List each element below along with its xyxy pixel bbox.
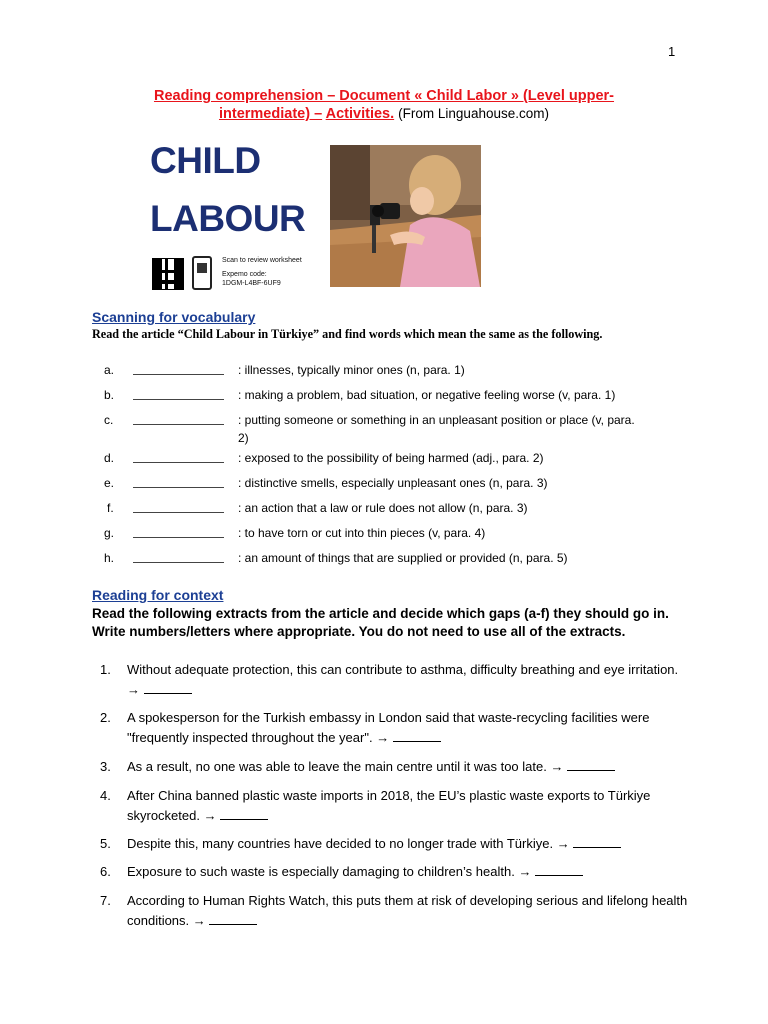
vocab-definition: : making a problem, bad situation, or negative feeling worse (v, para. 1) — [238, 388, 616, 402]
answer-blank[interactable] — [133, 562, 224, 563]
arrow-icon: → — [556, 836, 570, 851]
answer-gap[interactable] — [393, 729, 441, 742]
answer-gap[interactable] — [567, 758, 615, 771]
extract-line: Despite this, many countries have decided to no longer trade with Türkiye. — [127, 836, 554, 851]
extract-text — [127, 862, 695, 882]
answer-blank[interactable] — [133, 512, 224, 513]
extract-line: "frequently inspected throughout the year". — [127, 730, 373, 745]
extract-line: A spokesperson for the Turkish embassy in London said that waste-recycling facilities were — [127, 710, 650, 725]
answer-blank[interactable] — [133, 374, 224, 375]
vocab-letter: f. — [107, 501, 114, 515]
title-source: (From Linguahouse.com) — [398, 106, 549, 121]
qr-code-icon — [152, 258, 184, 290]
extract-text — [127, 891, 695, 931]
extract-line: According to Human Rights Watch, this puts them at risk of developing serious and lifelong health — [127, 893, 688, 908]
answer-blank[interactable] — [133, 537, 224, 538]
extract-text — [127, 834, 695, 854]
extract-text — [127, 660, 695, 700]
answer-blank[interactable] — [133, 487, 224, 488]
vocab-definition-line-2: 2) — [238, 431, 249, 445]
answer-blank[interactable] — [133, 424, 224, 425]
cover-word-child: CHILD — [150, 140, 261, 181]
answer-gap[interactable] — [144, 681, 192, 694]
extract-line: Exposure to such waste is especially damaging to children’s health. — [127, 864, 515, 879]
answer-gap[interactable] — [209, 912, 257, 925]
context-heading: Reading for context — [92, 587, 224, 603]
extract-number: 7. — [100, 893, 111, 908]
scan-text: Scan to review worksheet — [222, 257, 302, 264]
extract-line: After China banned plastic waste imports in 2018, the EU’s plastic waste exports to Türkiye — [127, 788, 651, 803]
title-line-1: Reading comprehension – Document « Child Labor » (Level upper- — [153, 88, 615, 104]
vocab-definition: : to have torn or cut into thin pieces (v, para. 4) — [238, 526, 486, 540]
extract-text — [127, 708, 695, 748]
answer-gap[interactable] — [573, 835, 621, 848]
title-line-2: intermediate) – — [218, 106, 323, 122]
vocab-letter: h. — [104, 551, 115, 565]
document-title — [0, 87, 768, 123]
vocab-instruction: Read the article “Child Labour in Türkiye” and find words which mean the same as the following. — [92, 327, 603, 341]
arrow-icon: → — [550, 759, 564, 774]
extract-number: 6. — [100, 864, 111, 879]
phone-scan-icon — [192, 256, 212, 290]
vocab-letter: e. — [104, 476, 115, 490]
arrow-icon: → — [518, 864, 532, 879]
extract-line: Without adequate protection, this can contribute to asthma, difficulty breathing and eye irritation. — [127, 662, 679, 677]
vocab-definition-line-1: : putting someone or something in an unpleasant position or place (v, para. — [238, 413, 635, 427]
vocab-definition: : an action that a law or rule does not allow (n, para. 3) — [238, 501, 528, 515]
arrow-icon: → — [376, 730, 390, 745]
page-number: 1 — [668, 44, 676, 59]
answer-blank[interactable] — [133, 399, 224, 400]
vocab-letter: c. — [104, 413, 114, 427]
extract-line: conditions. — [127, 913, 190, 928]
vocab-definition: : distinctive smells, especially unpleasant ones (n, para. 3) — [238, 476, 548, 490]
worksheet-cover — [148, 140, 328, 290]
cover-photo — [330, 145, 481, 287]
answer-gap[interactable] — [535, 863, 583, 876]
vocab-heading: Scanning for vocabulary — [92, 309, 256, 325]
vocab-letter: b. — [104, 388, 115, 402]
vocab-letter: d. — [104, 451, 115, 465]
vocab-definition — [238, 411, 678, 447]
arrow-icon: → — [203, 808, 217, 823]
answer-gap[interactable] — [220, 807, 268, 820]
answer-blank[interactable] — [133, 462, 224, 463]
arrow-icon: → — [192, 913, 206, 928]
extract-line: As a result, no one was able to leave the main centre until it was too late. — [127, 759, 547, 774]
extract-number: 5. — [100, 836, 111, 851]
vocab-letter: g. — [104, 526, 115, 540]
title-activities: Activities. — [325, 106, 395, 122]
arrow-icon: → — [127, 682, 140, 697]
vocab-definition: : illnesses, typically minor ones (n, para. 1) — [238, 363, 465, 377]
extract-number: 3. — [100, 759, 111, 774]
vocab-definition: : exposed to the possibility of being harmed (adj., para. 2) — [238, 451, 544, 465]
extract-number: 1. — [100, 662, 111, 677]
extract-text — [127, 757, 695, 777]
cover-word-labour: LABOUR — [150, 198, 306, 239]
vocab-definition: : an amount of things that are supplied or provided (n, para. 5) — [238, 551, 568, 565]
code-value: 1DGM-L4BF-6UF9 — [222, 280, 281, 287]
extract-number: 4. — [100, 788, 111, 803]
extract-number: 2. — [100, 710, 111, 725]
extract-text — [127, 786, 695, 826]
vocab-letter: a. — [104, 363, 115, 377]
extract-line: skyrocketed. — [127, 808, 200, 823]
context-instruction: Read the following extracts from the article and decide which gaps (a-f) they should go in. Write numbers/letters where appropriate. You do not need to use all of the extracts. — [92, 606, 669, 639]
code-label: Expemo code: — [222, 271, 267, 278]
